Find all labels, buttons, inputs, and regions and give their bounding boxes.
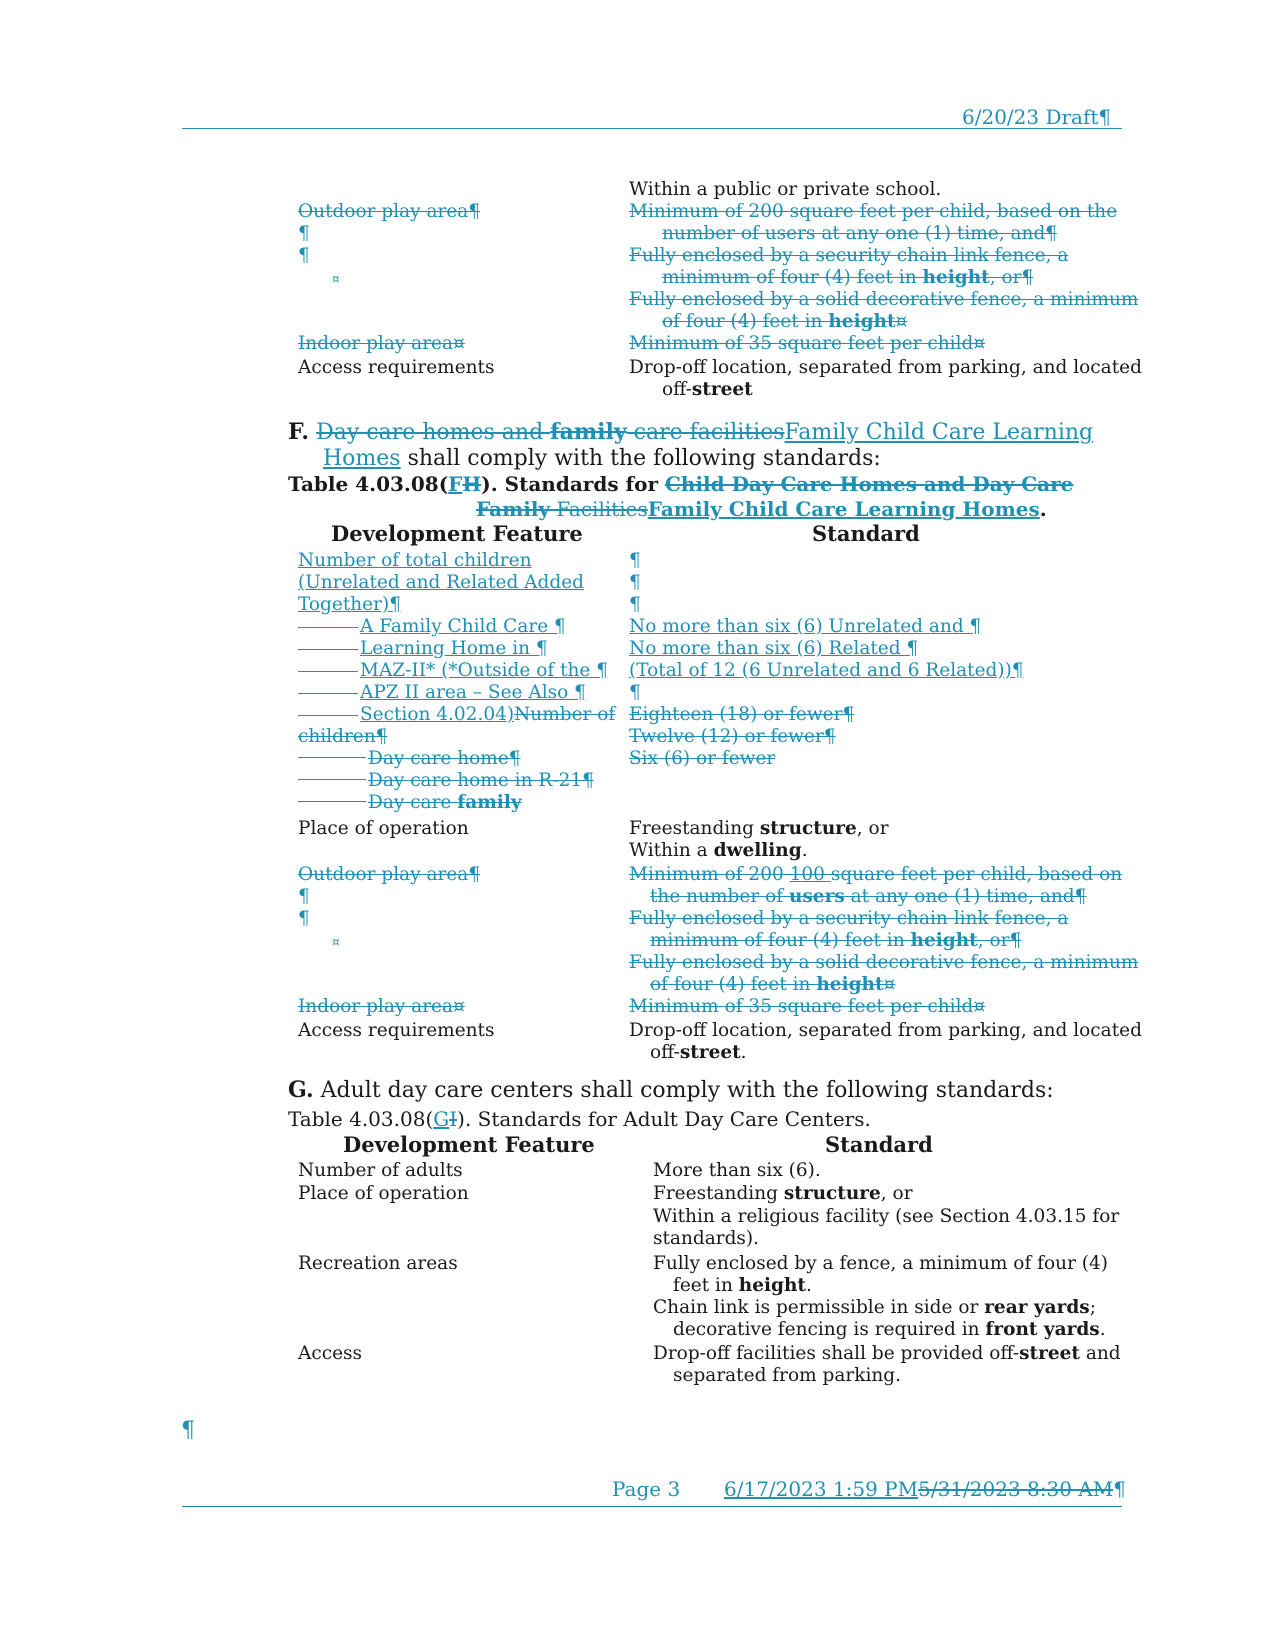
rec-3: Chain link is permissible in side or rear yards; xyxy=(653,1297,1096,1318)
col-header-standard-g: Standard xyxy=(825,1132,933,1157)
access-f-2: off-street. xyxy=(650,1042,747,1063)
footer-rule xyxy=(182,1506,1122,1507)
family-line-4: APZ II area – See Also ¶ xyxy=(298,682,586,704)
outdoor-f-3b: of four (4) feet in height¤ xyxy=(650,974,896,995)
indoor-play-label: Indoor play area¤ xyxy=(298,333,465,354)
family-line-1: A Family Child Care ¶ xyxy=(298,616,566,638)
outdoor-std-1a: Minimum of 200 square feet per child, based on the xyxy=(629,201,1118,222)
outdoor-play-label-f: Outdoor play area¶ xyxy=(298,864,481,885)
outdoor-std-2a: Fully enclosed by a security chain link fence, a xyxy=(629,245,1069,266)
pilcrow: ¶ xyxy=(298,245,310,266)
adults-label: Number of adults xyxy=(298,1160,463,1181)
table-f-title-2: Family FacilitiesFamily Child Care Learning Homes. xyxy=(476,497,1047,521)
access-std-2: off-street xyxy=(662,379,753,400)
std-related: No more than six (6) Related ¶ xyxy=(629,638,919,659)
col-header-standard: Standard xyxy=(812,521,920,546)
place-g-1: Freestanding structure, or xyxy=(653,1183,913,1204)
section-f-line-1: F. Day care homes and family care facilitiesFamily Child Care Learning xyxy=(288,419,1094,445)
pilcrow: ¶ xyxy=(298,223,310,244)
outdoor-f-1a: Minimum of 200 100 square feet per child, based on xyxy=(629,864,1123,885)
family-line-5: Section 4.02.04)Number of xyxy=(298,704,615,726)
num-children-1: Number of total children xyxy=(298,550,532,571)
pilcrow: ¶ xyxy=(298,908,310,929)
indoor-play-std-f: Minimum of 35 square feet per child¤ xyxy=(629,996,986,1017)
adults-std: More than six (6). xyxy=(653,1160,821,1181)
access-std-1: Drop-off location, separated from parking, and located xyxy=(629,357,1142,378)
pilcrow: ¶ xyxy=(629,550,641,571)
pilcrow: ¶ xyxy=(629,572,641,593)
pilcrow: ¶ xyxy=(629,682,641,703)
section-f-line-2: Homes shall comply with the following standards: xyxy=(323,446,881,471)
access-label-g: Access xyxy=(298,1343,363,1364)
school-text: Within a public or private school. xyxy=(629,179,942,200)
cell-end-mark: ¤ xyxy=(332,935,340,949)
col-header-feature-g: Development Feature xyxy=(343,1132,595,1157)
table-g-title: Table 4.03.08(GI). Standards for Adult Day Care Centers. xyxy=(288,1107,871,1131)
family-line-3: MAZ-II* (*Outside of the ¶ xyxy=(298,660,608,682)
access-g-1: Drop-off facilities shall be provided off-street and xyxy=(653,1343,1121,1364)
table-f-title-1: Table 4.03.08(FH). Standards for Child Day Care Homes and Day Care xyxy=(288,472,1074,496)
access-g-2: separated from parking. xyxy=(673,1365,902,1386)
access-f-1: Drop-off location, separated from parking, and located xyxy=(629,1020,1142,1041)
draft-date: 6/20/23 Draft¶ xyxy=(962,105,1112,129)
end-pilcrow: ¶ xyxy=(181,1418,195,1443)
outdoor-std-1b: number of users at any one (1) time, and¶ xyxy=(662,223,1058,244)
family-line-6: children¶ xyxy=(298,726,388,747)
pilcrow: ¶ xyxy=(298,886,310,907)
page-number: Page 3 xyxy=(612,1477,681,1501)
place-std-2: Within a dwelling. xyxy=(629,840,808,861)
outdoor-std-3b: of four (4) feet in height¤ xyxy=(662,311,908,332)
std-unrelated: No more than six (6) Unrelated and ¶ xyxy=(629,616,982,637)
rec-label: Recreation areas xyxy=(298,1253,458,1274)
rec-2: feet in height. xyxy=(673,1275,812,1296)
std-del-twelve: Twelve (12) or fewer¶ xyxy=(629,726,836,747)
pilcrow: ¶ xyxy=(629,594,641,615)
family-line-9: Day care family xyxy=(298,792,522,814)
outdoor-play-label: Outdoor play area¶ xyxy=(298,201,481,222)
place-std-1: Freestanding structure, or xyxy=(629,818,889,839)
place-g-2: Within a religious facility (see Section 4.03.15 for xyxy=(653,1206,1120,1227)
outdoor-f-2a: Fully enclosed by a security chain link fence, a xyxy=(629,908,1069,929)
access-label: Access requirements xyxy=(298,357,495,378)
num-children-2: (Unrelated and Related Added xyxy=(298,572,585,593)
access-label-f: Access requirements xyxy=(298,1020,495,1041)
outdoor-f-1b: the number of users at any one (1) time, and¶ xyxy=(650,886,1087,907)
std-del-eighteen: Eighteen (18) or fewer¶ xyxy=(629,704,855,725)
col-header-feature: Development Feature xyxy=(331,521,583,546)
family-line-2: Learning Home in ¶ xyxy=(298,638,548,660)
outdoor-std-3a: Fully enclosed by a solid decorative fence, a minimum xyxy=(629,289,1139,310)
place-label-g: Place of operation xyxy=(298,1183,469,1204)
cell-end-mark: ¤ xyxy=(332,272,340,286)
std-total: (Total of 12 (6 Unrelated and 6 Related))¶ xyxy=(629,660,1024,681)
outdoor-std-2b: minimum of four (4) feet in height, or¶ xyxy=(662,267,1034,288)
outdoor-f-2b: minimum of four (4) feet in height, or¶ xyxy=(650,930,1022,951)
std-del-six: Six (6) or fewer xyxy=(629,748,776,769)
place-label: Place of operation xyxy=(298,818,469,839)
section-g-heading: G. Adult day care centers shall comply with the following standards: xyxy=(288,1077,1054,1103)
family-line-8: Day care home in R-21¶ xyxy=(298,770,594,792)
family-line-7: Day care home¶ xyxy=(298,748,521,770)
indoor-play-std: Minimum of 35 square feet per child¤ xyxy=(629,333,986,354)
outdoor-f-3a: Fully enclosed by a solid decorative fence, a minimum xyxy=(629,952,1139,973)
num-children-3: Together)¶ xyxy=(298,594,401,615)
footer-dates: 6/17/2023 1:59 PM5/31/2023 8:30 AM¶ xyxy=(724,1477,1126,1501)
indoor-play-label-f: Indoor play area¤ xyxy=(298,996,465,1017)
rec-1: Fully enclosed by a fence, a minimum of four (4) xyxy=(653,1253,1109,1274)
rec-4: decorative fencing is required in front yards. xyxy=(673,1319,1106,1340)
place-g-3: standards). xyxy=(653,1228,760,1249)
